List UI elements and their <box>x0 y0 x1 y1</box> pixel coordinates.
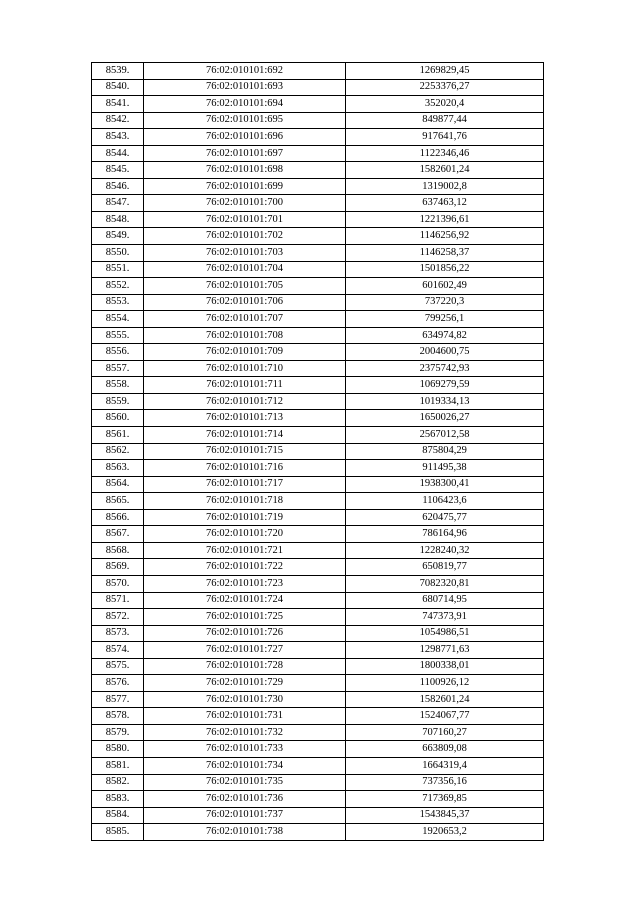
table-row <box>92 278 544 295</box>
cadastral-value-table <box>91 62 544 841</box>
cadastral-value-cell: 637463,12 <box>346 195 544 212</box>
cadastral-value-cell: 2004600,75 <box>346 344 544 361</box>
table-row <box>92 559 544 576</box>
row-number-cell: 8547. <box>92 195 144 212</box>
row-number-cell: 8554. <box>92 311 144 328</box>
row-number-cell: 8564. <box>92 476 144 493</box>
table-row <box>92 377 544 394</box>
table-row <box>92 162 544 179</box>
table-row <box>92 675 544 692</box>
row-number-cell: 8579. <box>92 724 144 741</box>
table-row <box>92 195 544 212</box>
cadastral-value-cell: 1146256,92 <box>346 228 544 245</box>
cadastral-number-cell: 76:02:010101:737 <box>144 807 346 824</box>
cadastral-value-cell: 352020,4 <box>346 96 544 113</box>
cadastral-value-cell: 7082320,81 <box>346 575 544 592</box>
row-number-cell: 8551. <box>92 261 144 278</box>
table-row <box>92 393 544 410</box>
cadastral-number-cell: 76:02:010101:707 <box>144 311 346 328</box>
row-number-cell: 8545. <box>92 162 144 179</box>
cadastral-number-cell: 76:02:010101:699 <box>144 178 346 195</box>
cadastral-number-cell: 76:02:010101:697 <box>144 145 346 162</box>
cadastral-value-cell: 1269829,45 <box>346 63 544 80</box>
cadastral-value-cell: 1582601,24 <box>346 162 544 179</box>
cadastral-number-cell: 76:02:010101:709 <box>144 344 346 361</box>
cadastral-value-cell: 650819,77 <box>346 559 544 576</box>
cadastral-value-cell: 799256,1 <box>346 311 544 328</box>
cadastral-value-cell: 717369,85 <box>346 791 544 808</box>
cadastral-value-cell: 1543845,37 <box>346 807 544 824</box>
table-row <box>92 509 544 526</box>
row-number-cell: 8548. <box>92 211 144 228</box>
table-row <box>92 476 544 493</box>
row-number-cell: 8539. <box>92 63 144 80</box>
cadastral-number-cell: 76:02:010101:695 <box>144 112 346 129</box>
row-number-cell: 8552. <box>92 278 144 295</box>
cadastral-number-cell: 76:02:010101:738 <box>144 824 346 841</box>
cadastral-number-cell: 76:02:010101:704 <box>144 261 346 278</box>
cadastral-number-cell: 76:02:010101:723 <box>144 575 346 592</box>
table-row <box>92 311 544 328</box>
cadastral-value-cell: 849877,44 <box>346 112 544 129</box>
cadastral-number-cell: 76:02:010101:726 <box>144 625 346 642</box>
cadastral-value-cell: 2567012,58 <box>346 427 544 444</box>
table-row <box>92 79 544 96</box>
cadastral-number-cell: 76:02:010101:694 <box>144 96 346 113</box>
cadastral-number-cell: 76:02:010101:712 <box>144 393 346 410</box>
cadastral-value-cell: 663809,08 <box>346 741 544 758</box>
row-number-cell: 8561. <box>92 427 144 444</box>
cadastral-value-cell: 1319002,8 <box>346 178 544 195</box>
cadastral-number-cell: 76:02:010101:696 <box>144 129 346 146</box>
table-row <box>92 294 544 311</box>
table-row <box>92 427 544 444</box>
table-row <box>92 741 544 758</box>
table-row <box>92 211 544 228</box>
table-row <box>92 642 544 659</box>
cadastral-value-cell: 2253376,27 <box>346 79 544 96</box>
row-number-cell: 8553. <box>92 294 144 311</box>
cadastral-number-cell: 76:02:010101:734 <box>144 757 346 774</box>
table-body <box>92 63 544 841</box>
cadastral-number-cell: 76:02:010101:730 <box>144 691 346 708</box>
table-row <box>92 245 544 262</box>
cadastral-value-cell: 737220,3 <box>346 294 544 311</box>
cadastral-value-cell: 747373,91 <box>346 609 544 626</box>
cadastral-number-cell: 76:02:010101:722 <box>144 559 346 576</box>
cadastral-value-cell: 786164,96 <box>346 526 544 543</box>
cadastral-number-cell: 76:02:010101:727 <box>144 642 346 659</box>
row-number-cell: 8578. <box>92 708 144 725</box>
table-row <box>92 807 544 824</box>
row-number-cell: 8581. <box>92 757 144 774</box>
cadastral-value-cell: 2375742,93 <box>346 360 544 377</box>
cadastral-value-cell: 1228240,32 <box>346 542 544 559</box>
cadastral-number-cell: 76:02:010101:721 <box>144 542 346 559</box>
row-number-cell: 8580. <box>92 741 144 758</box>
cadastral-number-cell: 76:02:010101:713 <box>144 410 346 427</box>
cadastral-value-cell: 1106423,6 <box>346 493 544 510</box>
cadastral-value-cell: 1920653,2 <box>346 824 544 841</box>
cadastral-number-cell: 76:02:010101:700 <box>144 195 346 212</box>
row-number-cell: 8566. <box>92 509 144 526</box>
cadastral-number-cell: 76:02:010101:715 <box>144 443 346 460</box>
cadastral-number-cell: 76:02:010101:706 <box>144 294 346 311</box>
cadastral-value-cell: 1146258,37 <box>346 245 544 262</box>
cadastral-value-cell: 1664319,4 <box>346 757 544 774</box>
table-row <box>92 261 544 278</box>
cadastral-number-cell: 76:02:010101:705 <box>144 278 346 295</box>
row-number-cell: 8565. <box>92 493 144 510</box>
cadastral-value-cell: 620475,77 <box>346 509 544 526</box>
row-number-cell: 8572. <box>92 609 144 626</box>
cadastral-number-cell: 76:02:010101:698 <box>144 162 346 179</box>
row-number-cell: 8568. <box>92 542 144 559</box>
table-row <box>92 708 544 725</box>
row-number-cell: 8544. <box>92 145 144 162</box>
row-number-cell: 8549. <box>92 228 144 245</box>
row-number-cell: 8582. <box>92 774 144 791</box>
table-row <box>92 178 544 195</box>
table-row <box>92 410 544 427</box>
cadastral-number-cell: 76:02:010101:732 <box>144 724 346 741</box>
table-row <box>92 443 544 460</box>
row-number-cell: 8583. <box>92 791 144 808</box>
cadastral-value-cell: 1650026,27 <box>346 410 544 427</box>
cadastral-number-cell: 76:02:010101:725 <box>144 609 346 626</box>
row-number-cell: 8558. <box>92 377 144 394</box>
row-number-cell: 8557. <box>92 360 144 377</box>
table-row <box>92 327 544 344</box>
row-number-cell: 8570. <box>92 575 144 592</box>
row-number-cell: 8585. <box>92 824 144 841</box>
row-number-cell: 8555. <box>92 327 144 344</box>
table-row <box>92 360 544 377</box>
cadastral-value-cell: 1100926,12 <box>346 675 544 692</box>
cadastral-number-cell: 76:02:010101:716 <box>144 460 346 477</box>
cadastral-number-cell: 76:02:010101:735 <box>144 774 346 791</box>
cadastral-value-cell: 875804,29 <box>346 443 544 460</box>
cadastral-number-cell: 76:02:010101:714 <box>144 427 346 444</box>
cadastral-number-cell: 76:02:010101:693 <box>144 79 346 96</box>
cadastral-value-cell: 601602,49 <box>346 278 544 295</box>
table-row <box>92 774 544 791</box>
row-number-cell: 8542. <box>92 112 144 129</box>
row-number-cell: 8560. <box>92 410 144 427</box>
cadastral-number-cell: 76:02:010101:733 <box>144 741 346 758</box>
table-row <box>92 228 544 245</box>
cadastral-number-cell: 76:02:010101:736 <box>144 791 346 808</box>
table-row <box>92 658 544 675</box>
table-row <box>92 129 544 146</box>
cadastral-value-cell: 1019334,13 <box>346 393 544 410</box>
cadastral-value-cell: 1582601,24 <box>346 691 544 708</box>
cadastral-number-cell: 76:02:010101:720 <box>144 526 346 543</box>
row-number-cell: 8540. <box>92 79 144 96</box>
table-row <box>92 96 544 113</box>
cadastral-value-cell: 1298771,63 <box>346 642 544 659</box>
cadastral-number-cell: 76:02:010101:692 <box>144 63 346 80</box>
row-number-cell: 8569. <box>92 559 144 576</box>
cadastral-number-cell: 76:02:010101:710 <box>144 360 346 377</box>
row-number-cell: 8559. <box>92 393 144 410</box>
row-number-cell: 8571. <box>92 592 144 609</box>
cadastral-number-cell: 76:02:010101:719 <box>144 509 346 526</box>
cadastral-value-cell: 911495,38 <box>346 460 544 477</box>
cadastral-value-cell: 1054986,51 <box>346 625 544 642</box>
cadastral-value-cell: 707160,27 <box>346 724 544 741</box>
table-row <box>92 493 544 510</box>
row-number-cell: 8543. <box>92 129 144 146</box>
cadastral-value-cell: 1938300,41 <box>346 476 544 493</box>
row-number-cell: 8574. <box>92 642 144 659</box>
table-row <box>92 592 544 609</box>
cadastral-value-cell: 1122346,46 <box>346 145 544 162</box>
row-number-cell: 8562. <box>92 443 144 460</box>
row-number-cell: 8575. <box>92 658 144 675</box>
table-row <box>92 757 544 774</box>
table-row <box>92 112 544 129</box>
row-number-cell: 8546. <box>92 178 144 195</box>
cadastral-value-cell: 917641,76 <box>346 129 544 146</box>
table-row <box>92 824 544 841</box>
cadastral-number-cell: 76:02:010101:724 <box>144 592 346 609</box>
table-row <box>92 526 544 543</box>
row-number-cell: 8584. <box>92 807 144 824</box>
table-row <box>92 575 544 592</box>
row-number-cell: 8577. <box>92 691 144 708</box>
cadastral-number-cell: 76:02:010101:731 <box>144 708 346 725</box>
table-row <box>92 145 544 162</box>
table-row <box>92 344 544 361</box>
cadastral-value-cell: 1524067,77 <box>346 708 544 725</box>
row-number-cell: 8576. <box>92 675 144 692</box>
table-row <box>92 63 544 80</box>
cadastral-number-cell: 76:02:010101:728 <box>144 658 346 675</box>
row-number-cell: 8573. <box>92 625 144 642</box>
table-row <box>92 791 544 808</box>
table-row <box>92 625 544 642</box>
cadastral-number-cell: 76:02:010101:703 <box>144 245 346 262</box>
cadastral-value-cell: 1800338,01 <box>346 658 544 675</box>
cadastral-value-cell: 1221396,61 <box>346 211 544 228</box>
cadastral-number-cell: 76:02:010101:717 <box>144 476 346 493</box>
row-number-cell: 8563. <box>92 460 144 477</box>
cadastral-number-cell: 76:02:010101:718 <box>144 493 346 510</box>
table-row <box>92 542 544 559</box>
row-number-cell: 8541. <box>92 96 144 113</box>
cadastral-value-cell: 1069279,59 <box>346 377 544 394</box>
cadastral-value-cell: 680714,95 <box>346 592 544 609</box>
cadastral-value-cell: 634974,82 <box>346 327 544 344</box>
row-number-cell: 8567. <box>92 526 144 543</box>
cadastral-number-cell: 76:02:010101:701 <box>144 211 346 228</box>
row-number-cell: 8556. <box>92 344 144 361</box>
cadastral-number-cell: 76:02:010101:702 <box>144 228 346 245</box>
table-row <box>92 691 544 708</box>
cadastral-value-cell: 1501856,22 <box>346 261 544 278</box>
cadastral-number-cell: 76:02:010101:711 <box>144 377 346 394</box>
table-row <box>92 460 544 477</box>
cadastral-number-cell: 76:02:010101:708 <box>144 327 346 344</box>
table-row <box>92 724 544 741</box>
row-number-cell: 8550. <box>92 245 144 262</box>
cadastral-value-cell: 737356,16 <box>346 774 544 791</box>
table-row <box>92 609 544 626</box>
cadastral-number-cell: 76:02:010101:729 <box>144 675 346 692</box>
